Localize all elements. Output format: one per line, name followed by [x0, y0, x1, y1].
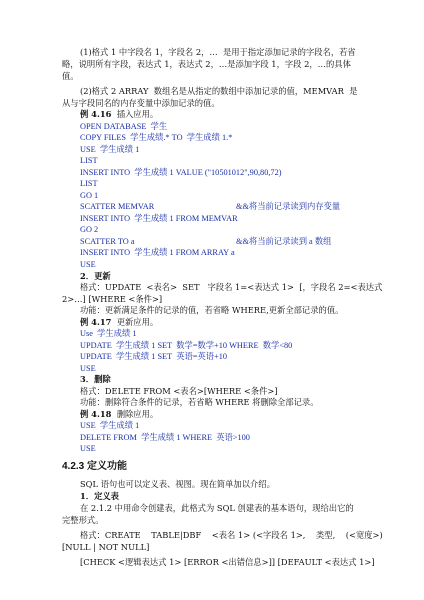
- code-comment: &&将当前记录读到 a 数组: [236, 237, 332, 246]
- para-line: 在 2.1.2 中用命令创建表，此格式为 SQL 创建表的基本语句，现给出它的: [80, 503, 354, 513]
- code-line: LIST: [80, 156, 98, 165]
- code-line: INSERT INTO 学生成绩 1 FROM ARRAY a: [80, 248, 235, 257]
- example-title: 删除应用。: [116, 409, 159, 419]
- code-line: USE: [80, 260, 96, 269]
- code-line: UPDATE 学生成绩 1 SET 英语=英语+10: [80, 352, 228, 361]
- code-line: LIST: [80, 179, 98, 188]
- para-line: 功能：更新满足条件的记录的值，若省略 WHERE,更新全部记录的值。: [80, 305, 344, 315]
- example-heading: [80, 109, 158, 120]
- code-line: USE 学生成绩 1: [80, 421, 140, 430]
- subheading: 2．更新: [80, 271, 111, 281]
- para-line: 格式：CREATE TABLE|DBF <表名 1> (<字段名 1>, 类型, (<宽度>): [80, 530, 383, 540]
- code-line: OPEN DATABASE 学生: [80, 122, 168, 131]
- example-number: 例 4.16: [80, 109, 112, 119]
- para-line: 完整形式。: [62, 515, 104, 525]
- para-line: 值。: [62, 71, 79, 81]
- example-number: 例 4.17: [80, 317, 112, 327]
- code-line: INSERT INTO 学生成绩 1 FROM MEMVAR: [80, 214, 238, 223]
- para-line: (2)格式 2 ARRAY 数组名是从指定的数组中添加记录的值，MEMVAR 是: [80, 86, 358, 96]
- code-line: GO 2: [80, 225, 99, 234]
- example-title: 插入应用。: [116, 109, 159, 119]
- code-line: COPY FILES 学生成绩.* TO 学生成绩 1.*: [80, 133, 233, 142]
- example-heading: [80, 317, 158, 328]
- para-line: 格式：DELETE FROM <表名>[WHERE <条件>]: [80, 386, 278, 396]
- code-line: GO 1: [80, 191, 99, 200]
- para-line: SQL 语句也可以定义表、视图。现在简单加以介绍。: [80, 479, 275, 489]
- para-line: 略，说明所有字段，表达式 1，表达式 2，…是添加字段 1，字段 2，…的具体: [62, 59, 351, 69]
- code-line: SCATTER TO a: [80, 237, 135, 246]
- code-line: Use 学生成绩 1: [80, 329, 137, 338]
- code-line: USE 学生成绩 1: [80, 145, 140, 154]
- para-line: [CHECK <逻辑表达式 1> [ERROR <出错信息>]] [DEFAULT <表达式 1>]: [80, 557, 375, 567]
- para-line: 2>…] [WHERE <条件>]: [62, 294, 163, 304]
- subheading: 1．定义表: [80, 491, 119, 501]
- para-line: [NULL | NOT NULL]: [62, 542, 150, 552]
- para-line: 格式：UPDATE <表名> SET 字段名 1=<表达式 1> [，字段名 2=<表达式: [80, 282, 383, 292]
- example-number: 例 4.18: [80, 409, 112, 419]
- code-line: UPDATE 学生成绩 1 SET 数学=数学+10 WHERE 数学<80: [80, 341, 293, 350]
- example-title: 更新应用。: [116, 317, 159, 327]
- code-line: USE: [80, 444, 96, 453]
- para-line: 功能：删除符合条件的记录，若省略 WHERE 将删除全部记录。: [80, 397, 319, 407]
- subheading: 3．删除: [80, 374, 111, 384]
- para-line: 从与字段同名的内存变量中添加记录的值。: [62, 98, 220, 108]
- code-line: USE: [80, 364, 96, 373]
- code-line: DELETE FROM 学生成绩 1 WHERE 英语>100: [80, 433, 250, 442]
- code-line: SCATTER MEMVAR: [80, 202, 155, 211]
- para-line: (1)格式 1 中字段名 1，字段名 2，… 是用于指定添加记录的字段名，若省: [80, 47, 356, 57]
- code-comment: &&将当前记录读到内存变量: [236, 202, 341, 211]
- section-heading: 4.2.3 定义功能: [62, 461, 128, 472]
- code-line: INSERT INTO 学生成绩 1 VALUE ("10501012",90,80,72): [80, 168, 282, 177]
- example-heading: [80, 409, 158, 420]
